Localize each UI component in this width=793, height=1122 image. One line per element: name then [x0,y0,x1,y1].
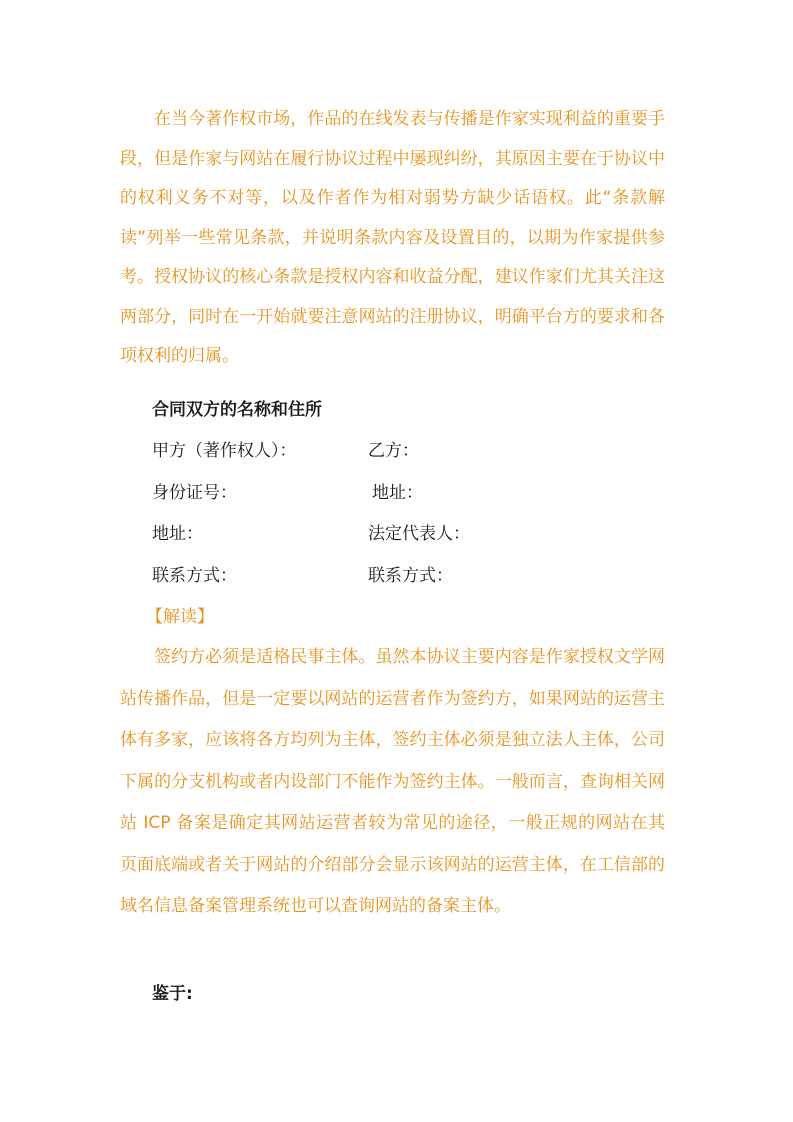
party-b-contact-label: 联系方式： [368,566,453,586]
party-field-row [152,520,652,548]
party-field-row [152,437,652,465]
section-heading: 合同双方的名称和住所 [152,400,322,420]
intro-paragraph: 在当今著作权市场，作品的在线发表与传播是作家实现利益的重要手段，但是作家与网站在履行协议过程中屡现纠纷，其原因主要在于协议中的权利义务不对等，以及作者作为相对弱势方缺少话语权。此“条款解读”列举一些常见条款，并说明条款内容及设置目的，以期为作家提供参考。授权协议的核心条款是授权内容和收益分配，建议作家们尤其关注这两部分，同时在一开始就要注意网站的注册协议，明确平台方的要求和各项权利的归属。 [120,109,665,366]
legal-representative-label: 法定代表人： [368,524,470,544]
party-a-address-label: 地址： [152,524,203,544]
interpretation-title: 【解读】 [146,607,214,627]
party-b-address-label: 地址： [372,483,423,503]
party-a-label: 甲方（著作权人）： [152,441,297,461]
party-field-row [152,562,652,590]
party-field-row [152,479,652,507]
party-b-label: 乙方： [368,441,419,461]
whereas-label: 鉴于: [152,984,193,1004]
interpretation-paragraph: 签约方必须是适格民事主体。虽然本协议主要内容是作家授权文学网站传播作品，但是一定要以网站的运营者作为签约方，如果网站的运营主体有多家，应该将各方均列为主体，签约主体必须是独立法人主体，公司下属的分支机构或者内设部门不能作为签约主体。一般而言，查询相关网站 ICP 备案是确定其网站运营者较为常见的途径，一般正规的网站在其页面底端或者关于网站的介绍部分会显示该网站的运营主体，在工信部的域名信息备案管理系统也可以查询网站的备案主体。 [120,647,665,916]
party-a-contact-label: 联系方式： [152,566,237,586]
id-number-label: 身份证号： [152,483,237,503]
